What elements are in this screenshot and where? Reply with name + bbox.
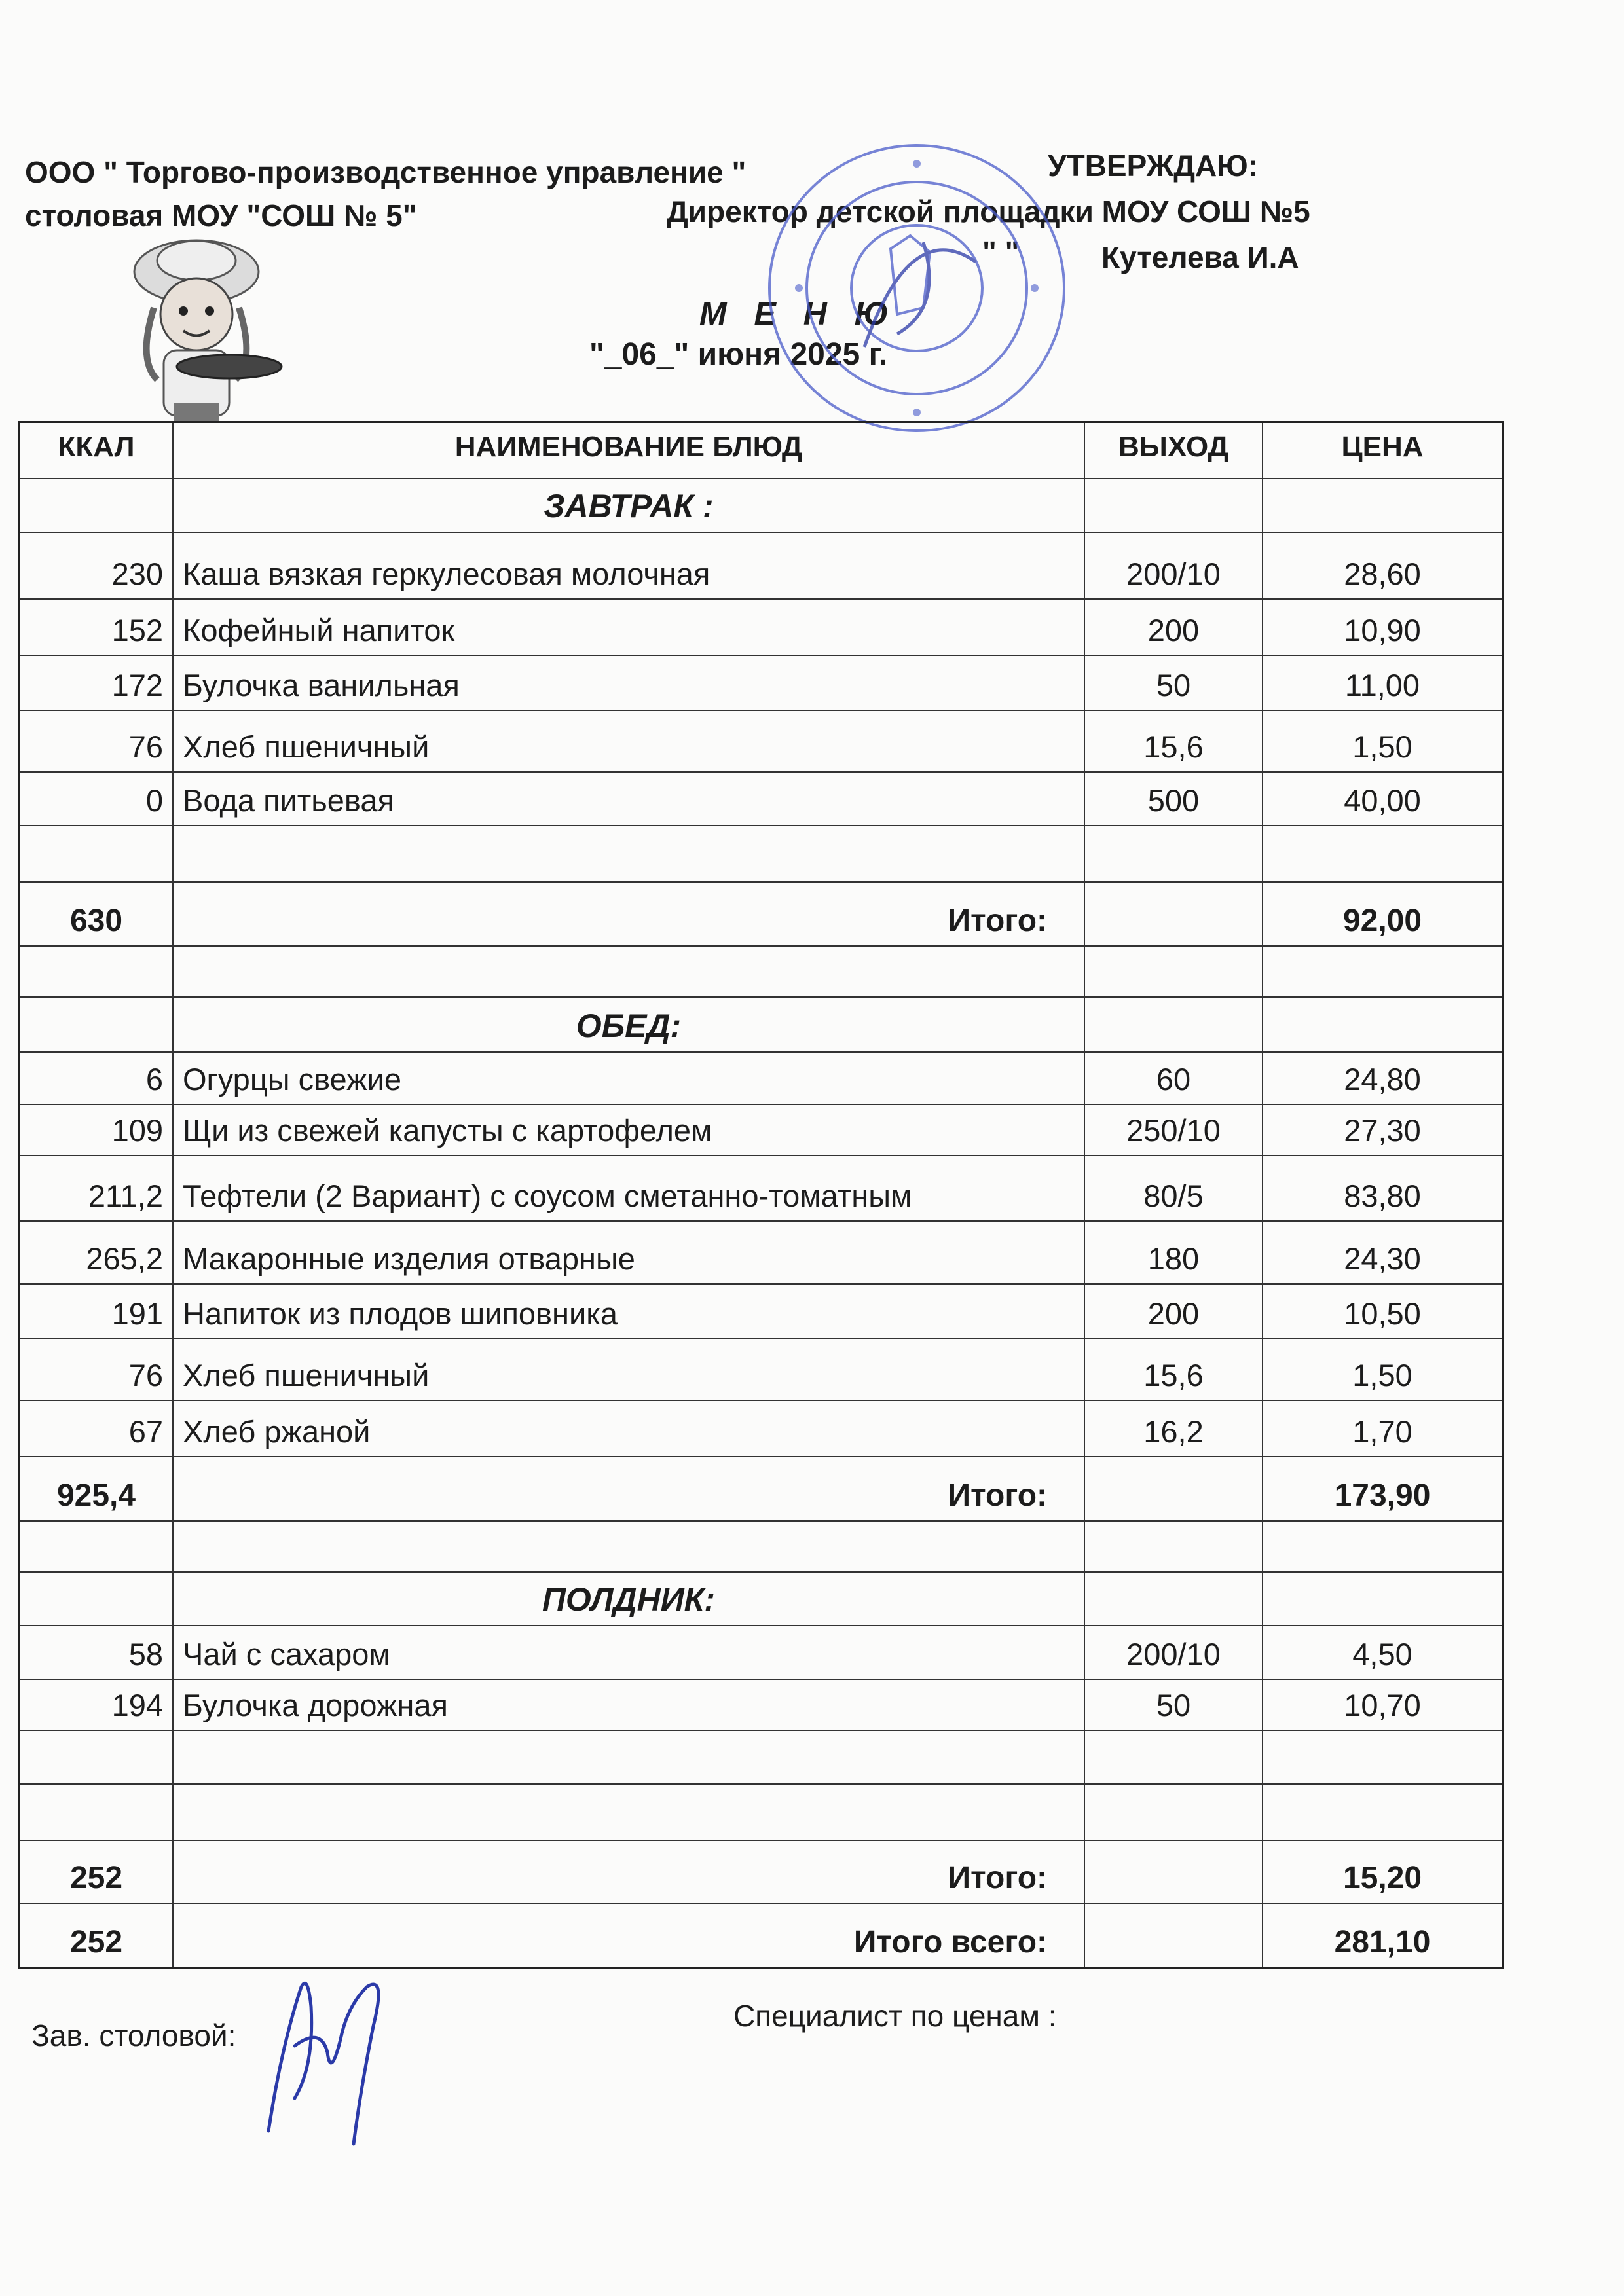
column-header-name: НАИМЕНОВАНИЕ БЛЮД — [172, 423, 1084, 478]
section-row-lunch — [20, 996, 1502, 1051]
section-row-snack — [20, 1571, 1502, 1625]
table-row: 67 Хлеб ржаной 16,2 1,70 — [20, 1400, 1502, 1456]
table-row: 6 Огурцы свежие 60 24,80 — [20, 1051, 1502, 1104]
org-name-line1: ООО " Торгово-производственное управление " — [25, 155, 747, 189]
empty-row — [20, 1783, 1502, 1840]
empty-row — [20, 945, 1502, 996]
signature-icon — [255, 1948, 406, 2164]
column-header-price: ЦЕНА — [1262, 423, 1502, 478]
empty-row — [20, 825, 1502, 881]
approve-position: Директор детской площадки МОУ СОШ №5 — [667, 194, 1310, 228]
section-label-snack: ПОЛДНИК: — [172, 1573, 1084, 1625]
table-row: 265,2 Макаронные изделия отварные 180 24,30 — [20, 1220, 1502, 1283]
column-header-output: ВЫХОД — [1084, 423, 1262, 478]
empty-row — [20, 1730, 1502, 1783]
page-title: М Е Н Ю — [699, 295, 898, 332]
approve-title: УТВЕРЖДАЮ: — [1048, 149, 1259, 183]
section-label-lunch: ОБЕД: — [172, 998, 1084, 1051]
table-row: 211,2 Тефтели (2 Вариант) с соусом сметанно-томатным 80/5 83,80 — [20, 1155, 1502, 1220]
approve-name: Кутелева И.А — [1101, 240, 1299, 274]
official-stamp-icon — [760, 137, 1074, 439]
column-header-kcal: ККАЛ — [58, 431, 135, 463]
table-header-row — [20, 423, 1502, 478]
price-specialist-label: Специалист по ценам : — [733, 1999, 1057, 2033]
total-row-snack: 252 Итого: 15,20 — [20, 1840, 1502, 1903]
table-row: 58 Чай с сахаром 200/10 4,50 — [20, 1625, 1502, 1679]
org-name-line2: столовая МОУ "СОШ № 5" — [25, 198, 417, 232]
total-row-breakfast: 630 Итого: 92,00 — [20, 881, 1502, 945]
chef-illustration-icon — [98, 236, 288, 426]
table-row: 109 Щи из свежей капусты с картофелем 250/10 27,30 — [20, 1104, 1502, 1155]
menu-table — [18, 421, 1504, 1969]
table-row: 76 Хлеб пшеничный 15,6 1,50 — [20, 1338, 1502, 1400]
grand-total-row: 252 Итого всего: 281,10 — [20, 1903, 1502, 1967]
section-row-breakfast — [20, 478, 1502, 532]
table-row: 191 Напиток из плодов шиповника 200 10,50 — [20, 1283, 1502, 1338]
table-row: 230 Каша вязкая геркулесовая молочная 200/10 28,60 — [20, 532, 1502, 598]
table-row: 194 Булочка дорожная 50 10,70 — [20, 1679, 1502, 1730]
empty-row — [20, 1520, 1502, 1571]
total-row-lunch: 925,4 Итого: 173,90 — [20, 1456, 1502, 1520]
table-row: 172 Булочка ванильная 50 11,00 — [20, 655, 1502, 710]
table-row: 0 Вода питьевая 500 40,00 — [20, 771, 1502, 825]
section-label-breakfast: ЗАВТРАК : — [172, 479, 1084, 532]
menu-date: "_06_" июня 2025 г. — [589, 337, 888, 372]
canteen-head-label: Зав. столовой: — [31, 2018, 236, 2052]
approve-quotes: " " — [982, 235, 1020, 269]
table-row: 152 Кофейный напиток 200 10,90 — [20, 598, 1502, 655]
table-row: 76 Хлеб пшеничный 15,6 1,50 — [20, 710, 1502, 771]
